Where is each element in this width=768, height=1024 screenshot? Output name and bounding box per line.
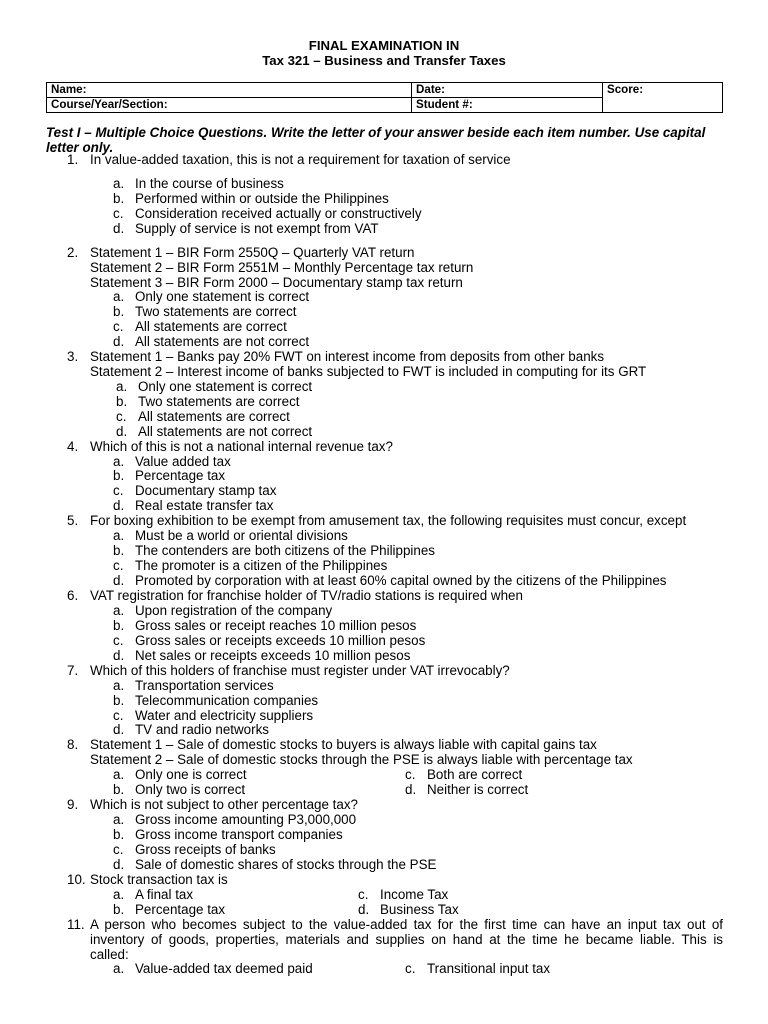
- student-info-table: [46, 82, 723, 113]
- q2-choice-b[interactable]: [113, 305, 297, 320]
- choice-text: Neither is correct: [427, 782, 529, 797]
- choice-text: Sale of domestic shares of stocks through the PSE: [135, 857, 437, 872]
- q4-choice-d[interactable]: [113, 499, 273, 514]
- choice-letter: c.: [358, 887, 369, 902]
- choice-letter: c.: [405, 767, 416, 782]
- q5-number: 5.: [67, 513, 79, 528]
- choice-text: The contenders are both citizens of the Philippines: [135, 543, 435, 558]
- choice-text: All statements are not correct: [135, 334, 310, 349]
- student-number-field[interactable]: Student #:: [412, 98, 603, 113]
- q8-number: 8.: [67, 737, 79, 752]
- q11-choice-c[interactable]: [405, 962, 550, 977]
- choice-letter: c.: [113, 206, 124, 221]
- q1-number: 1.: [67, 152, 79, 167]
- choice-letter: d.: [116, 424, 128, 439]
- choice-letter: b.: [116, 394, 128, 409]
- choice-letter: a.: [113, 454, 125, 469]
- choice-text: Value added tax: [135, 454, 231, 469]
- choice-text: Value-added tax deemed paid: [135, 961, 313, 976]
- q3-choice-a[interactable]: [116, 380, 312, 395]
- choice-letter: a.: [113, 678, 125, 693]
- q11-text-line-2: inventory of goods, properties, materials and supplies on hand at the time he became liable. This is: [90, 932, 723, 947]
- q10-choice-b[interactable]: [113, 903, 225, 918]
- choice-letter: a.: [113, 176, 125, 191]
- q9-number: 9.: [67, 797, 79, 812]
- exam-subtitle: Tax 321 – Business and Transfer Taxes: [262, 53, 506, 68]
- q2-choice-a[interactable]: [113, 290, 309, 305]
- choice-text: Transitional input tax: [427, 961, 551, 976]
- date-field[interactable]: Date:: [412, 83, 603, 98]
- choice-letter: a.: [113, 289, 125, 304]
- q7-text: Which of this holders of franchise must register under VAT irrevocably?: [90, 663, 510, 678]
- q1-text: In value-added taxation, this is not a requirement for taxation of service: [90, 152, 511, 167]
- q3-choice-d[interactable]: [116, 425, 312, 440]
- choice-letter: c.: [113, 558, 124, 573]
- q2-statement-1: Statement 1 – BIR Form 2550Q – Quarterly VAT return: [90, 245, 415, 260]
- choice-text: Performed within or outside the Philippines: [135, 191, 389, 206]
- choice-text: Promoted by corporation with at least 60% capital owned by the citizens of the Philippines: [135, 573, 667, 588]
- choice-text: Telecommunication companies: [135, 693, 319, 708]
- choice-text: Upon registration of the company: [135, 603, 333, 618]
- q11-text-line-1: A person who becomes subject to the value-added tax for the first time can have an input tax out of: [90, 917, 723, 932]
- choice-letter: b.: [113, 304, 125, 319]
- choice-text: Documentary stamp tax: [135, 483, 277, 498]
- q1-choice-a[interactable]: [113, 177, 284, 192]
- choice-letter: c.: [113, 708, 124, 723]
- choice-letter: a.: [113, 961, 125, 976]
- choice-text: All statements are correct: [138, 409, 290, 424]
- choice-letter: c.: [113, 319, 124, 334]
- q10-choice-c[interactable]: [358, 888, 448, 903]
- choice-text: Gross sales or receipt reaches 10 million pesos: [135, 618, 417, 633]
- q9-text: Which is not subject to other percentage tax?: [90, 797, 358, 812]
- q3-statement-1: Statement 1 – Banks pay 20% FWT on interest income from deposits from other banks: [90, 349, 605, 364]
- choice-letter: c.: [113, 483, 124, 498]
- q9-choice-d[interactable]: [113, 858, 436, 873]
- choice-text: Supply of service is not exempt from VAT: [135, 221, 379, 236]
- choice-text: Transportation services: [135, 678, 274, 693]
- choice-letter: c.: [113, 842, 124, 857]
- choice-text: The promoter is a citizen of the Philippines: [135, 558, 388, 573]
- q8-choice-c[interactable]: [405, 768, 522, 783]
- choice-letter: d.: [113, 221, 125, 236]
- q5-choice-c[interactable]: [113, 559, 387, 574]
- q6-number: 6.: [67, 588, 79, 603]
- q9-choice-c[interactable]: [113, 843, 276, 858]
- choice-letter: d.: [113, 722, 125, 737]
- q10-choice-d[interactable]: [358, 903, 459, 918]
- choice-text: Only two is correct: [135, 782, 246, 797]
- q8-choice-b[interactable]: [113, 783, 245, 798]
- choice-text: Two statements are correct: [138, 394, 300, 409]
- choice-text: A final tax: [135, 887, 194, 902]
- score-field[interactable]: Score:: [603, 83, 723, 113]
- q1-choice-d[interactable]: [113, 222, 379, 237]
- q5-choice-a[interactable]: [113, 529, 348, 544]
- choice-letter: c.: [116, 409, 127, 424]
- q6-choice-d[interactable]: [113, 649, 410, 664]
- q6-choice-b[interactable]: [113, 619, 416, 634]
- q2-statement-3: Statement 3 – BIR Form 2000 – Documentary stamp tax return: [90, 275, 463, 290]
- q4-text: Which of this is not a national internal revenue tax?: [90, 439, 393, 454]
- choice-text: Only one statement is correct: [138, 379, 313, 394]
- q9-choice-a[interactable]: [113, 813, 356, 828]
- choice-letter: d.: [113, 857, 125, 872]
- choice-letter: b.: [113, 902, 125, 917]
- choice-text: Business Tax: [380, 902, 459, 917]
- q1-choice-c[interactable]: [113, 207, 422, 222]
- choice-text: All statements are correct: [135, 319, 287, 334]
- q4-choice-b[interactable]: [113, 469, 225, 484]
- choice-text: Percentage tax: [135, 468, 226, 483]
- q9-choice-b[interactable]: [113, 828, 343, 843]
- q3-choice-b[interactable]: [116, 395, 300, 410]
- name-field[interactable]: Name:: [47, 83, 412, 98]
- choice-text: Both are correct: [427, 767, 523, 782]
- q3-statement-2: Statement 2 – Interest income of banks subjected to FWT is included in computing for its GRT: [90, 364, 647, 379]
- choice-letter: d.: [405, 782, 417, 797]
- q5-text: For boxing exhibition to be exempt from amusement tax, the following requisites must concur, except: [90, 513, 687, 528]
- q8-choice-a[interactable]: [113, 768, 247, 783]
- q7-choice-a[interactable]: [113, 679, 274, 694]
- choice-letter: d.: [113, 334, 125, 349]
- choice-text: Percentage tax: [135, 902, 226, 917]
- q4-number: 4.: [67, 439, 79, 454]
- choice-text: TV and radio networks: [135, 722, 269, 737]
- q10-choice-a[interactable]: [113, 888, 193, 903]
- choice-letter: b.: [113, 468, 125, 483]
- choice-text: All statements are not correct: [138, 424, 313, 439]
- q2-choice-d[interactable]: [113, 335, 309, 350]
- q7-choice-d[interactable]: [113, 723, 269, 738]
- test-instructions: Test I – Multiple Choice Questions. Write the letter of your answer beside each item number. Use capital letter only.: [46, 125, 706, 155]
- q6-choice-c[interactable]: [113, 634, 425, 649]
- q2-number: 2.: [67, 245, 79, 260]
- choice-letter: c.: [405, 961, 416, 976]
- choice-letter: a.: [113, 767, 125, 782]
- q2-statement-2: Statement 2 – BIR Form 2551M – Monthly Percentage tax return: [90, 260, 474, 275]
- q3-choice-c[interactable]: [116, 410, 290, 425]
- choice-text: Gross income transport companies: [135, 827, 343, 842]
- q10-number: 10.: [67, 872, 86, 887]
- choice-text: Two statements are correct: [135, 304, 297, 319]
- choice-text: Only one is correct: [135, 767, 247, 782]
- q2-choice-c[interactable]: [113, 320, 287, 335]
- choice-text: Consideration received actually or constructively: [135, 206, 422, 221]
- q3-number: 3.: [67, 349, 79, 364]
- choice-text: Real estate transfer tax: [135, 498, 274, 513]
- q11-choice-a[interactable]: [113, 962, 313, 977]
- choice-letter: c.: [113, 633, 124, 648]
- q7-choice-b[interactable]: [113, 694, 318, 709]
- choice-text: In the course of business: [135, 176, 284, 191]
- choice-letter: b.: [113, 618, 125, 633]
- choice-letter: a.: [113, 603, 125, 618]
- course-field[interactable]: Course/Year/Section:: [47, 98, 412, 113]
- choice-text: Gross income amounting P3,000,000: [135, 812, 357, 827]
- choice-text: Net sales or receipts exceeds 10 million pesos: [135, 648, 411, 663]
- choice-letter: d.: [113, 648, 125, 663]
- choice-letter: d.: [113, 498, 125, 513]
- choice-letter: d.: [113, 573, 125, 588]
- q11-text-line-3: called:: [90, 947, 129, 962]
- q8-choice-d[interactable]: [405, 783, 528, 798]
- q7-number: 7.: [67, 663, 79, 678]
- choice-letter: b.: [113, 543, 125, 558]
- q5-choice-b[interactable]: [113, 544, 435, 559]
- choice-letter: d.: [358, 902, 370, 917]
- choice-letter: a.: [116, 379, 128, 394]
- choice-text: Water and electricity suppliers: [135, 708, 314, 723]
- q11-number: 11.: [67, 917, 85, 932]
- q4-choice-c[interactable]: [113, 484, 276, 499]
- choice-letter: b.: [113, 827, 125, 842]
- choice-letter: b.: [113, 191, 125, 206]
- q6-text: VAT registration for franchise holder of TV/radio stations is required when: [90, 588, 523, 603]
- exam-title: FINAL EXAMINATION IN: [308, 38, 460, 53]
- q10-text: Stock transaction tax is: [90, 872, 228, 887]
- q8-statement-1: Statement 1 – Sale of domestic stocks to buyers is always liable with capital gains tax: [90, 737, 597, 752]
- q5-choice-d[interactable]: [113, 574, 666, 589]
- choice-letter: b.: [113, 693, 125, 708]
- choice-text: Gross receipts of banks: [135, 842, 276, 857]
- q6-choice-a[interactable]: [113, 604, 332, 619]
- choice-text: Income Tax: [380, 887, 449, 902]
- choice-letter: a.: [113, 528, 125, 543]
- choice-text: Only one statement is correct: [135, 289, 310, 304]
- choice-text: Must be a world or oriental divisions: [135, 528, 348, 543]
- choice-letter: a.: [113, 887, 125, 902]
- q1-choice-b[interactable]: [113, 192, 389, 207]
- choice-text: Gross sales or receipts exceeds 10 million pesos: [135, 633, 426, 648]
- q8-statement-2: Statement 2 – Sale of domestic stocks through the PSE is always liable with percentage tax: [90, 752, 633, 767]
- choice-letter: a.: [113, 812, 125, 827]
- choice-letter: b.: [113, 782, 125, 797]
